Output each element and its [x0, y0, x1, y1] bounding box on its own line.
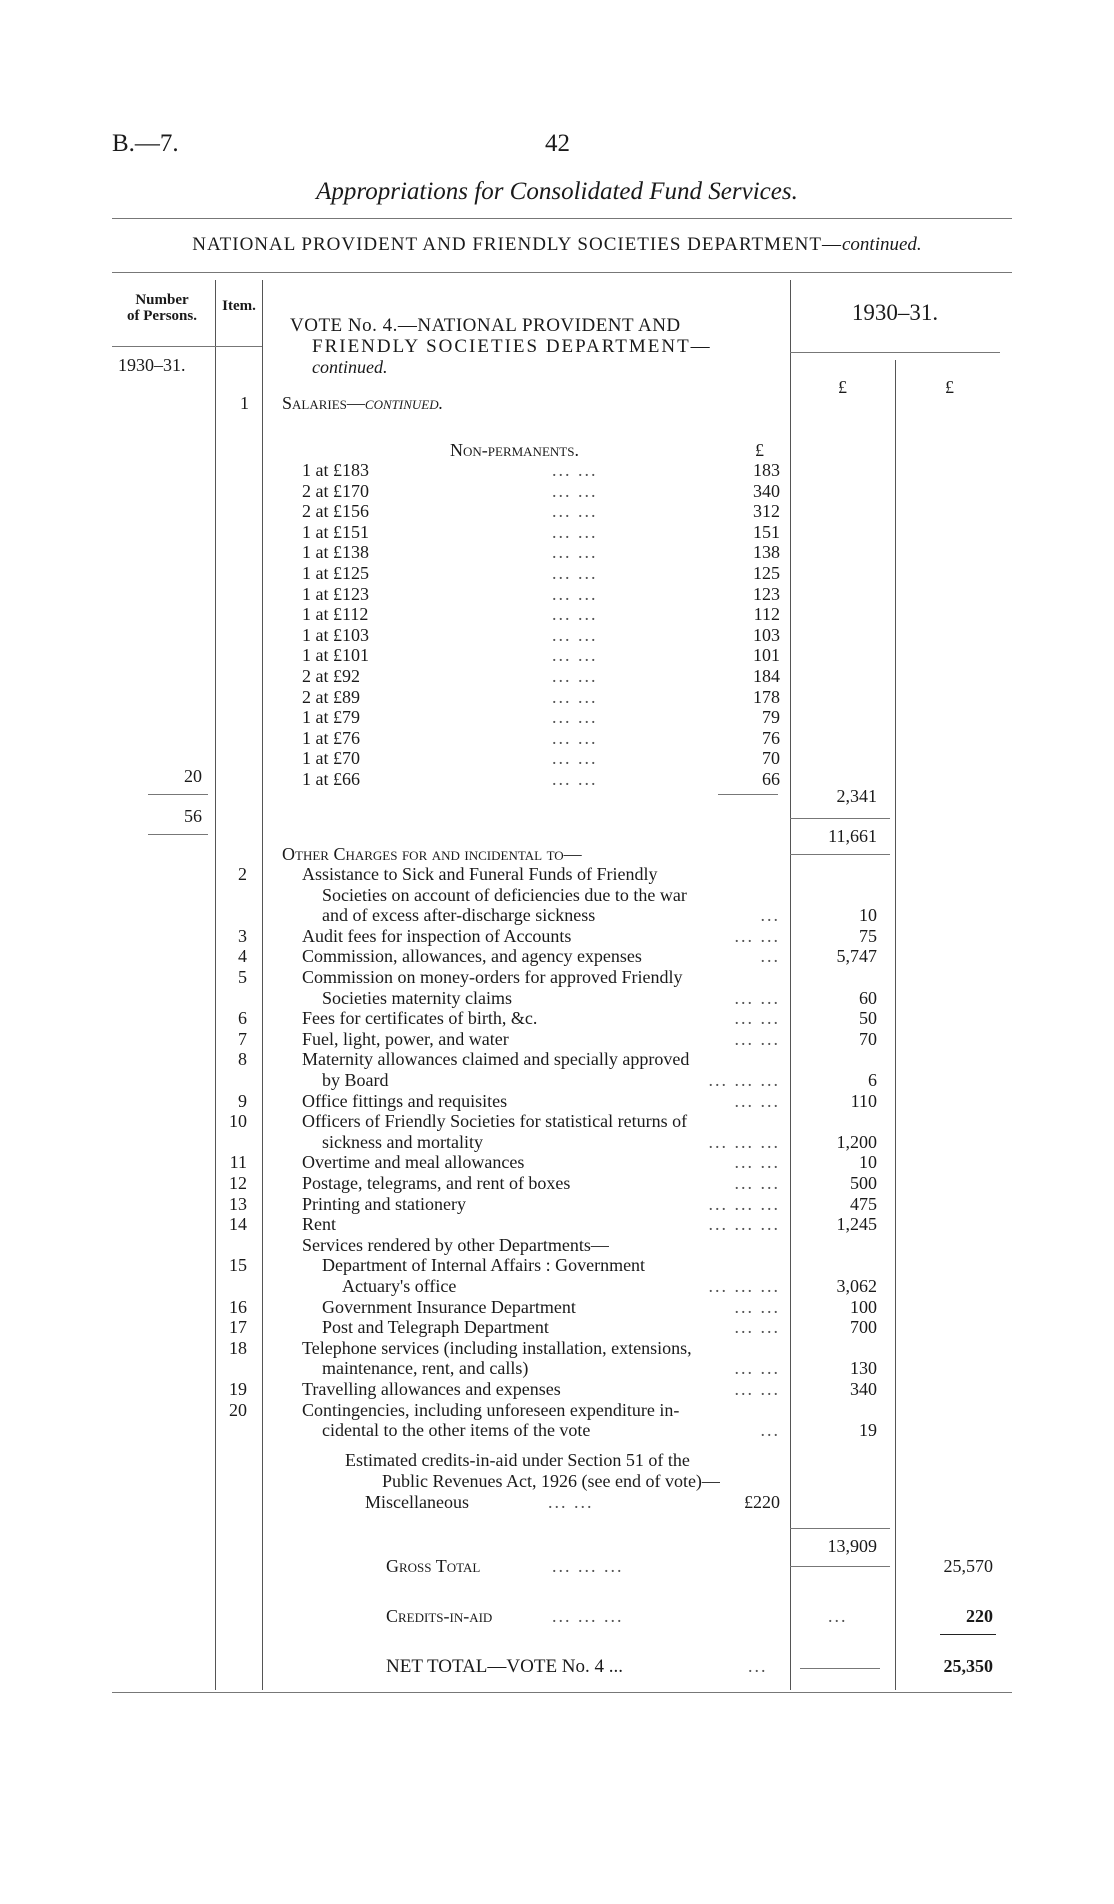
item-number: 3 — [238, 925, 247, 946]
leader-dots: ... ... ... — [552, 1556, 624, 1576]
rate-label: 1 at £66 — [302, 769, 360, 789]
divider — [790, 352, 1000, 353]
leader-dots: ... ... — [734, 1358, 780, 1379]
net-total-label: NET TOTAL—VOTE No. 4 ... — [386, 1656, 624, 1677]
rate-label: 1 at £79 — [302, 707, 360, 728]
year-left: 1930–31. — [118, 355, 186, 375]
charge-amount: 6 — [868, 1070, 877, 1090]
leader-dots: ... ... — [734, 1152, 780, 1173]
rate-label: 1 at £76 — [302, 727, 360, 748]
column-rule — [790, 280, 791, 1690]
rate-amount: 178 — [753, 686, 780, 707]
leader-dots: ... ... — [552, 604, 598, 625]
credits-note: Estimated credits-in-aid under Section 51 of the — [345, 1450, 690, 1470]
charge-description: Printing and stationery — [302, 1193, 466, 1214]
charge-amount: 130 — [850, 1358, 877, 1379]
rate-label: 2 at £170 — [302, 480, 369, 501]
non-permanents-heading: Non-permanents. — [450, 440, 579, 460]
department-heading: NATIONAL PROVIDENT AND FRIENDLY SOCIETIES DEPARTMENT—continued. — [192, 234, 922, 255]
gross-total-value: 25,570 — [943, 1556, 993, 1576]
item-number: 16 — [229, 1296, 247, 1317]
rate-amount: 66 — [762, 769, 780, 789]
item-number: 6 — [238, 1008, 247, 1029]
divider — [718, 794, 778, 795]
divider — [148, 794, 208, 795]
leader-dots: ... ... — [552, 521, 598, 542]
charge-description: Actuary's office — [342, 1276, 457, 1296]
item-number: 15 — [229, 1255, 247, 1276]
vote-title: FRIENDLY SOCIETIES DEPARTMENT— — [312, 336, 712, 357]
charge-amount: 5,747 — [836, 946, 877, 967]
charge-description: Postage, telegrams, and rent of boxes — [302, 1173, 571, 1193]
charge-description: and of excess after-discharge sickness — [322, 905, 596, 926]
leader-dots: ... ... ... — [708, 1070, 780, 1090]
divider — [790, 818, 890, 819]
rate-label: 1 at £123 — [302, 583, 369, 604]
charge-amount: 10 — [859, 905, 877, 926]
leader-dots: ... ... — [552, 769, 598, 789]
rate-label: 2 at £156 — [302, 501, 369, 522]
item-number: 19 — [229, 1379, 247, 1399]
item-number: 11 — [229, 1152, 247, 1173]
leader-dots: ... ... ... — [552, 1606, 624, 1626]
rate-label: 1 at £151 — [302, 521, 369, 542]
rate-amount: 340 — [753, 480, 780, 501]
salaries-heading: Salaries—continued. — [282, 393, 444, 413]
credits-in-aid-value: 220 — [966, 1606, 993, 1626]
vote-title: continued. — [312, 357, 388, 377]
leader-dots: ... ... — [552, 748, 598, 769]
divider — [800, 1668, 880, 1669]
pound-sign: £ — [838, 377, 847, 397]
divider — [790, 1528, 890, 1529]
leader-dots: ... ... — [734, 1317, 780, 1338]
charge-description: Telephone services (including installation, extensions, — [302, 1337, 692, 1358]
salaries-total: 11,661 — [828, 826, 877, 846]
charge-amount: 50 — [859, 1008, 877, 1029]
divider — [112, 272, 1012, 273]
leader-dots: ... ... ... — [708, 1193, 780, 1214]
rate-amount: 79 — [762, 707, 780, 728]
charge-description: cidental to the other items of the vote — [322, 1420, 591, 1441]
item-number: 9 — [238, 1090, 247, 1111]
charge-description: Office fittings and requisites — [302, 1090, 508, 1111]
charge-amount: 3,062 — [836, 1276, 877, 1296]
rate-amount: 138 — [753, 542, 780, 563]
page-title: Appropriations for Consolidated Fund Services. — [316, 178, 798, 205]
item-number: 17 — [229, 1317, 247, 1338]
charge-amount: 70 — [859, 1028, 877, 1049]
leader-dots: ... ... — [734, 987, 780, 1008]
charge-description: Assistance to Sick and Funeral Funds of Friendly — [302, 864, 658, 884]
item-number: 4 — [238, 946, 247, 967]
charge-description: by Board — [322, 1070, 389, 1090]
leader-dots: ... ... — [734, 1008, 780, 1029]
leader-dots: ... ... — [552, 563, 598, 583]
item-number: 1 — [240, 393, 249, 413]
charge-description: Audit fees for inspection of Accounts — [302, 925, 572, 946]
leader-dots: ... ... — [734, 1173, 780, 1193]
item-number: 18 — [229, 1337, 247, 1358]
credits-note: Public Revenues Act, 1926 (see end of vote)— — [382, 1471, 720, 1491]
leader-dots: ... ... — [734, 1296, 780, 1317]
rate-amount: 123 — [753, 583, 780, 604]
rate-amount: 101 — [753, 645, 780, 666]
credits-in-aid-label: Credits-in-aid — [386, 1606, 493, 1626]
item-header: Item. — [222, 298, 256, 314]
leader-dots: ... ... — [552, 645, 598, 666]
charge-amount: 110 — [850, 1090, 877, 1111]
credits-mid: ... — [828, 1606, 848, 1626]
charge-description: Department of Internal Affairs : Government — [322, 1255, 646, 1276]
charge-description: Government Insurance Department — [322, 1296, 576, 1317]
charge-description: Fuel, light, power, and water — [302, 1028, 509, 1049]
rate-amount: 184 — [753, 666, 780, 686]
rate-label: 1 at £101 — [302, 645, 369, 666]
leader-dots: ... ... — [552, 686, 598, 707]
leader-dots: ... ... — [552, 624, 598, 645]
leader-dots: ... ... — [734, 925, 780, 946]
persons-count: 20 — [184, 766, 202, 786]
item-number: 7 — [238, 1028, 247, 1049]
rate-amount: 76 — [762, 727, 780, 748]
divider — [112, 346, 262, 347]
charge-description: maintenance, rent, and calls) — [322, 1358, 529, 1379]
charge-description: Services rendered by other Departments— — [302, 1234, 609, 1255]
charge-amount: 700 — [850, 1317, 877, 1338]
persons-total: 56 — [184, 806, 202, 826]
rate-label: 2 at £89 — [302, 686, 360, 707]
rate-label: 2 at £92 — [302, 666, 360, 686]
divider — [112, 218, 1012, 219]
rate-label: 1 at £112 — [302, 604, 369, 625]
rate-amount: 70 — [762, 748, 780, 769]
charge-description: Fees for certificates of birth, &c. — [302, 1008, 538, 1029]
net-total-value: 25,350 — [943, 1656, 993, 1676]
rate-amount: 103 — [753, 624, 780, 645]
charge-description: Maternity allowances claimed and specially approved — [302, 1049, 690, 1070]
charge-amount: 500 — [850, 1173, 877, 1193]
rate-label: 1 at £70 — [302, 748, 360, 769]
charge-amount: 75 — [859, 925, 877, 946]
page-number: 42 — [545, 130, 570, 157]
charge-description: Commission on money-orders for approved Friendly — [302, 967, 683, 987]
leader-dots: ... ... — [552, 666, 598, 686]
leader-dots: ... ... — [552, 707, 598, 728]
rate-amount: 125 — [753, 563, 780, 583]
divider — [790, 1566, 890, 1567]
charge-amount: 340 — [850, 1379, 877, 1399]
year-header: 1930–31. — [851, 300, 939, 325]
leader-dots: ... ... — [552, 501, 598, 522]
column-rule — [262, 280, 263, 1690]
charge-description: Post and Telegraph Department — [322, 1317, 549, 1338]
leader-dots: ... ... — [552, 480, 598, 501]
leader-dots: ... ... — [734, 1028, 780, 1049]
leader-dots: ... — [760, 905, 780, 926]
rate-amount: 312 — [753, 501, 780, 522]
leader-dots: ... ... — [734, 1379, 780, 1399]
item-number: 5 — [238, 967, 247, 987]
leader-dots: ... ... — [548, 1492, 594, 1512]
leader-dots: ... — [748, 1656, 768, 1676]
leader-dots: ... — [760, 946, 780, 967]
leader-dots: ... ... — [552, 583, 598, 604]
leader-dots: ... ... ... — [708, 1276, 780, 1296]
gross-total-label: Gross Total — [386, 1556, 481, 1576]
charge-amount: 1,245 — [836, 1214, 877, 1235]
charge-amount: 1,200 — [836, 1131, 877, 1152]
pound-sign: £ — [945, 377, 954, 397]
charge-description: sickness and mortality — [322, 1131, 483, 1152]
divider — [112, 1692, 1012, 1693]
charge-description: Travelling allowances and expenses — [302, 1379, 561, 1399]
leader-dots: ... ... — [734, 1090, 780, 1111]
page-reference: B.—7. — [112, 130, 179, 157]
item-number: 13 — [229, 1193, 247, 1214]
charge-amount: 19 — [859, 1420, 877, 1441]
column-rule — [895, 360, 896, 1690]
other-charges-heading: Other Charges for and incidental to— — [282, 844, 582, 864]
pound-sign: £ — [755, 440, 764, 460]
number-of-persons-header: Number of Persons. — [127, 292, 197, 324]
credits-amount: £220 — [744, 1492, 780, 1512]
leader-dots: ... ... ... — [708, 1214, 780, 1235]
leader-dots: ... ... — [552, 542, 598, 563]
rate-label: 1 at £103 — [302, 624, 369, 645]
subtotal: 2,341 — [836, 786, 877, 806]
item-number: 10 — [229, 1111, 247, 1132]
divider — [790, 854, 890, 855]
rate-amount: 183 — [753, 460, 780, 480]
divider — [940, 1634, 996, 1635]
rate-amount: 112 — [753, 604, 780, 625]
leader-dots: ... ... ... — [708, 1131, 780, 1152]
vote-title: VOTE No. 4.—NATIONAL PROVIDENT AND — [290, 315, 681, 336]
charge-description: Societies on account of deficiencies due to the war — [322, 884, 687, 905]
rate-label: 1 at £125 — [302, 563, 369, 583]
leader-dots: ... — [760, 1420, 780, 1441]
charge-description: Commission, allowances, and agency expenses — [302, 946, 642, 967]
rate-label: 1 at £138 — [302, 542, 369, 563]
charge-amount: 60 — [859, 987, 877, 1008]
item-number: 12 — [229, 1173, 247, 1193]
item-number: 20 — [229, 1399, 247, 1420]
rate-label: 1 at £183 — [302, 460, 369, 480]
item-number: 8 — [238, 1049, 247, 1070]
rate-amount: 151 — [753, 521, 780, 542]
other-charges-total: 13,909 — [827, 1536, 877, 1556]
divider — [148, 834, 208, 835]
charge-amount: 10 — [859, 1152, 877, 1173]
item-number: 2 — [238, 864, 247, 884]
charge-description: Contingencies, including unforeseen expenditure in- — [302, 1399, 680, 1420]
charge-description: Rent — [302, 1214, 336, 1235]
charge-description: Officers of Friendly Societies for statistical returns of — [302, 1111, 688, 1132]
charge-description: Overtime and meal allowances — [302, 1152, 525, 1173]
charge-description: Societies maternity claims — [322, 987, 512, 1008]
credits-note: Miscellaneous — [365, 1492, 469, 1512]
leader-dots: ... ... — [552, 460, 598, 480]
leader-dots: ... ... — [552, 727, 598, 748]
charge-amount: 475 — [850, 1193, 877, 1214]
charge-amount: 100 — [850, 1296, 877, 1317]
item-number: 14 — [229, 1214, 247, 1235]
